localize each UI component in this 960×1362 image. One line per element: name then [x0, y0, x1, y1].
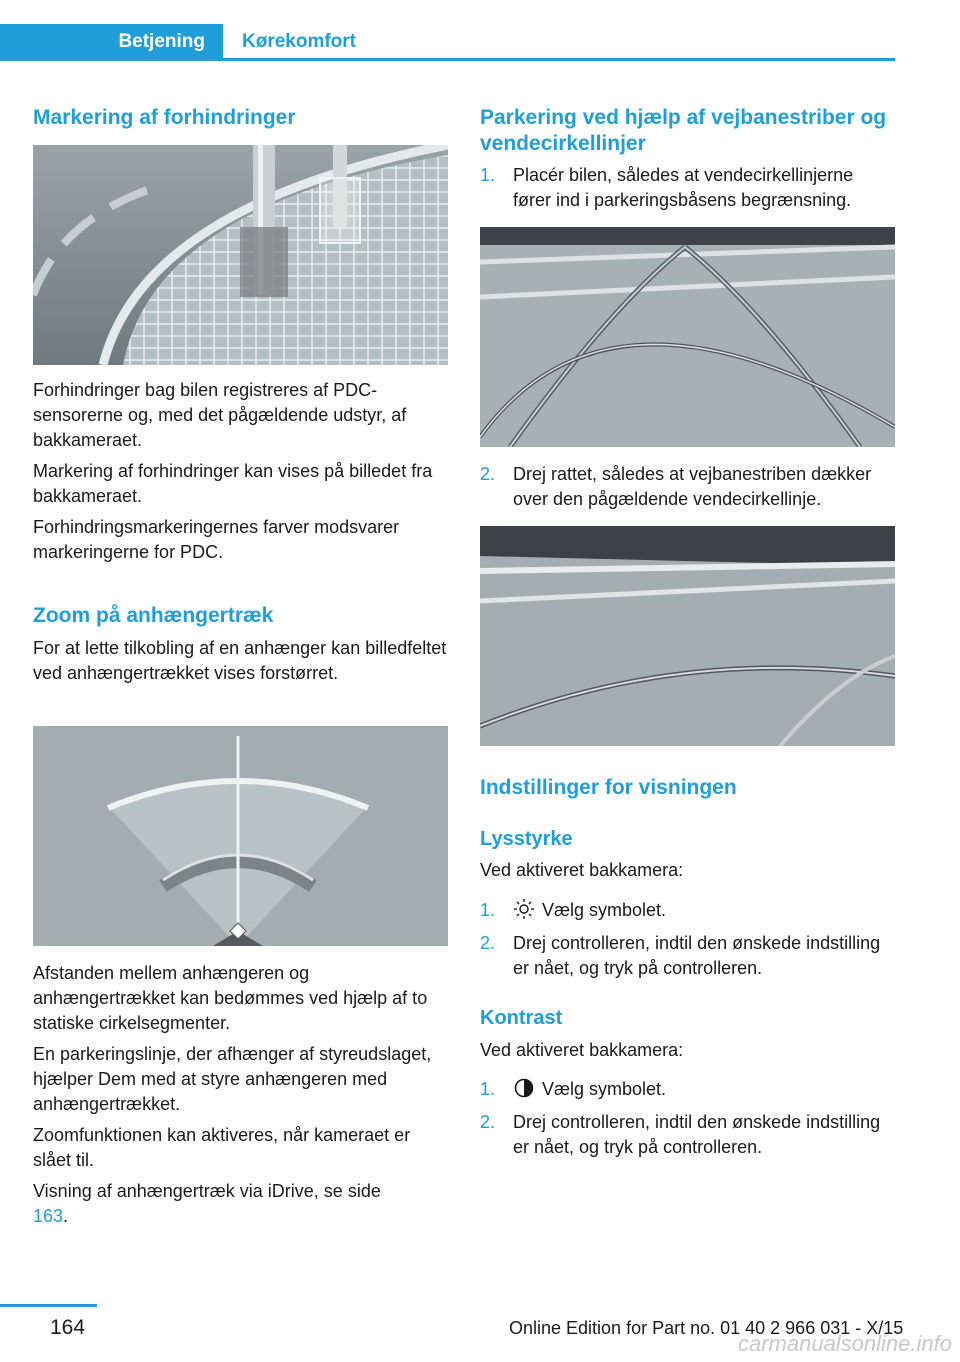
tab-betjening[interactable] — [0, 24, 223, 61]
brightness-step-1-number: 1. — [480, 900, 496, 920]
footer-rule — [0, 1304, 97, 1307]
step-2-number: 2. — [480, 464, 496, 484]
tab-korekomfort[interactable]: Kørekomfort — [242, 31, 357, 52]
header-rule — [0, 58, 895, 61]
brightness-step-2-text: Drej controlleren, indtil den ønskede indstilling er nået, og tryk på controlleren. — [513, 933, 881, 978]
contrast-intro: Ved aktiveret bakkamera: — [480, 1040, 684, 1060]
para-zoom-activate: Zoomfunktionen kan aktiveres, når kameraet er slået til. — [33, 1125, 411, 1170]
brightness-icon[interactable] — [513, 898, 535, 923]
step-2-text: Drej rattet, således at vejbanestriben dækker over den pågældende vendecirkellinje. — [513, 464, 872, 509]
para-marking-shown: Markering af forhindringer kan vises på billedet fra bakkameraet. — [33, 461, 433, 506]
contrast-icon[interactable] — [513, 1077, 535, 1102]
lane-line-image — [480, 526, 895, 746]
step-1-text: Placér bilen, således at vendecirkellinjerne fører ind i parkeringsbåsens begrænsning. — [513, 165, 854, 210]
para-zoom-intro: For at lette tilkobling af en anhænger kan billedfeltet ved anhængertrækket vises forstørret. — [33, 638, 447, 683]
page-number: 164 — [50, 1316, 86, 1339]
section-title-settings: Indstillinger for visningen — [480, 776, 737, 799]
brightness-step-2-number: 2. — [480, 933, 496, 953]
contrast-step-1-number: 1. — [480, 1079, 496, 1099]
para-obstacles: Forhindringer bag bilen registreres af PDC-sensorerne og, med det pågældende udstyr, af bakkameraet. — [33, 380, 407, 450]
tab-betjening-label: Betjening — [118, 31, 205, 52]
turning-circle-image — [480, 227, 895, 447]
section-title-zoom: Zoom på anhængertræk — [33, 604, 274, 627]
obstacle-marking-image — [33, 145, 448, 365]
section-title-parking: Parkering ved hjælp af vejbanestriber og vendecirkellinjer — [480, 106, 887, 155]
contrast-step-2-text: Drej controlleren, indtil den ønskede indstilling er nået, og tryk på controlleren. — [513, 1112, 881, 1157]
para-parking-line: En parkeringslinje, der afhænger af styreudslaget, hjælper Dem med at styre anhængeren med anhængertrækket. — [33, 1044, 432, 1114]
page-link-163[interactable]: 163 — [33, 1206, 64, 1226]
section-title-markering: Markering af forhindringer — [33, 106, 296, 129]
brightness-intro: Ved aktiveret bakkamera: — [480, 860, 684, 880]
contrast-step-1-text: Vælg symbolet. — [542, 1079, 667, 1099]
subsection-contrast: Kontrast — [480, 1007, 563, 1029]
edition-text: Online Edition for Part no. 01 40 2 966 031 - X/15 — [509, 1318, 904, 1338]
contrast-step-2-number: 2. — [480, 1112, 496, 1132]
brightness-step-1-text: Vælg symbolet. — [542, 900, 667, 920]
watermark: carmanualsonline.info — [737, 1331, 952, 1356]
para-idrive-ref — [33, 1179, 393, 1229]
para-distance: Afstanden mellem anhængeren og anhængertrækket kan bedømmes ved hjælp af to statiske cirkelsegmenter. — [33, 963, 428, 1033]
subsection-brightness: Lysstyrke — [480, 828, 573, 850]
step-1-number: 1. — [480, 165, 496, 185]
idrive-ref-end: . — [63, 1206, 69, 1226]
trailer-hitch-zoom-image — [33, 726, 448, 946]
idrive-ref-text: Visning af anhængertræk via iDrive, se side — [33, 1181, 381, 1201]
para-colors: Forhindringsmarkeringernes farver modsvarer markeringerne for PDC. — [33, 517, 400, 562]
